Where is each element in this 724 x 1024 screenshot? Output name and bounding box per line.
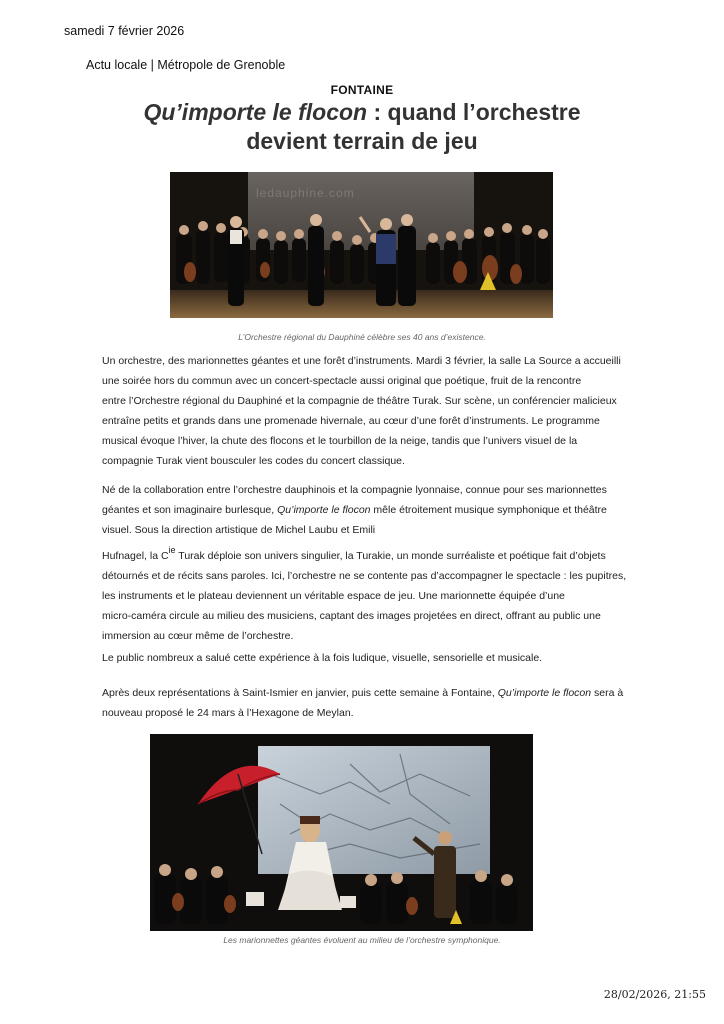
- text-line: [102, 540, 606, 566]
- text-line: Né de la collaboration entre l’orchestre dauphinois et la compagnie lyonnaise, connue pour ses marionnettes: [102, 484, 607, 496]
- article-paragraph-1: [102, 351, 621, 471]
- text-line: immersion au cœur même de l’orchestre.: [102, 630, 294, 642]
- text-line: micro-caméra circule au milieu des musiciens, captant des images projetées en direct, offrant au public une: [102, 610, 601, 622]
- print-date: samedi 7 février 2026: [64, 24, 185, 38]
- article-paragraph-4: [102, 683, 624, 723]
- title-part-2: devient terrain de jeu: [246, 128, 478, 154]
- article-kicker: FONTAINE: [330, 83, 394, 97]
- text-line: musical évoque l’hiver, la chute des flocons et le tourbillon de la neige, tandis que l’univers visuel de la: [102, 435, 578, 447]
- print-timestamp: 28/02/2026, 21:55: [603, 988, 706, 1001]
- article-paragraph-2: [102, 480, 627, 646]
- text-segment: géantes et son imaginaire burlesque,: [102, 504, 278, 516]
- photo-caption: Les marionnettes géantes évoluent au milieu de l’orchestre symphonique.: [223, 935, 501, 945]
- text-segment: Hufnagel, la C: [102, 550, 169, 562]
- puppet-photo: [150, 734, 533, 931]
- text-segment: Après deux représentations à Saint-Ismier en janvier, puis cette semaine à Fontaine,: [102, 687, 498, 699]
- text-segment: Turak déploie son univers singulier, la Turakie, un monde surréaliste et poétique fait d’objets: [175, 550, 606, 562]
- article-title: [110, 98, 614, 156]
- superscript: ie: [168, 545, 176, 555]
- article-paragraph-3: [102, 648, 602, 668]
- text-segment: sera à: [591, 687, 624, 699]
- text-line: [102, 683, 624, 703]
- title-show-name: Qu’importe le flocon: [143, 99, 368, 125]
- text-line: visuel. Sous la direction artistique de Michel Laubu et Emili: [102, 524, 376, 536]
- text-segment: mêle étroitement musique symphonique et théâtre: [370, 504, 607, 516]
- text-line: Un orchestre, des marionnettes géantes et une forêt d’instruments. Mardi 3 février, la salle La Source a accueilli: [102, 355, 621, 367]
- photo-caption: L’Orchestre régional du Dauphiné célèbre ses 40 ans d’existence.: [238, 332, 486, 342]
- puppet-photo-drawing: [150, 734, 533, 931]
- text-line: les instruments et le plateau deviennent un véritable espace de jeu. Une marionnette équipée d’une: [102, 590, 565, 602]
- show-name: Qu’importe le flocon: [497, 687, 592, 699]
- text-line: une soirée hors du commun avec un concert-spectacle aussi original que poétique, fruit de la rencontre: [102, 375, 582, 387]
- text-line: Le public nombreux a salué cette expérience à la fois ludique, visuelle, sensorielle et musicale.: [102, 652, 543, 664]
- orchestra-photo: [170, 172, 553, 318]
- title-part-1: : quand l’orchestre: [367, 99, 581, 125]
- text-line: entraîne petits et grands dans une promenade hivernale, au cœur d’une forêt d’instruments. Le programme: [102, 415, 600, 427]
- section-breadcrumb: Actu locale | Métropole de Grenoble: [86, 58, 286, 72]
- text-line: nouveau proposé le 24 mars à l’Hexagone de Meylan.: [102, 707, 354, 719]
- text-line: entre l’Orchestre régional du Dauphiné et la compagnie de théâtre Turak. Sur scène, un conférencier malicieux: [102, 395, 617, 407]
- show-name: Qu’importe le flocon: [277, 504, 371, 516]
- text-line: détournés et de récits sans paroles. Ici, l’orchestre ne se contente pas d’accompagner le spectacle : les pupitres,: [102, 570, 627, 582]
- photo-watermark: ledauphine.com: [256, 186, 355, 200]
- text-line: compagnie Turak vient bousculer les codes du concert classique.: [102, 455, 405, 467]
- orchestra-photo-drawing: [170, 172, 553, 318]
- text-line: [102, 500, 607, 520]
